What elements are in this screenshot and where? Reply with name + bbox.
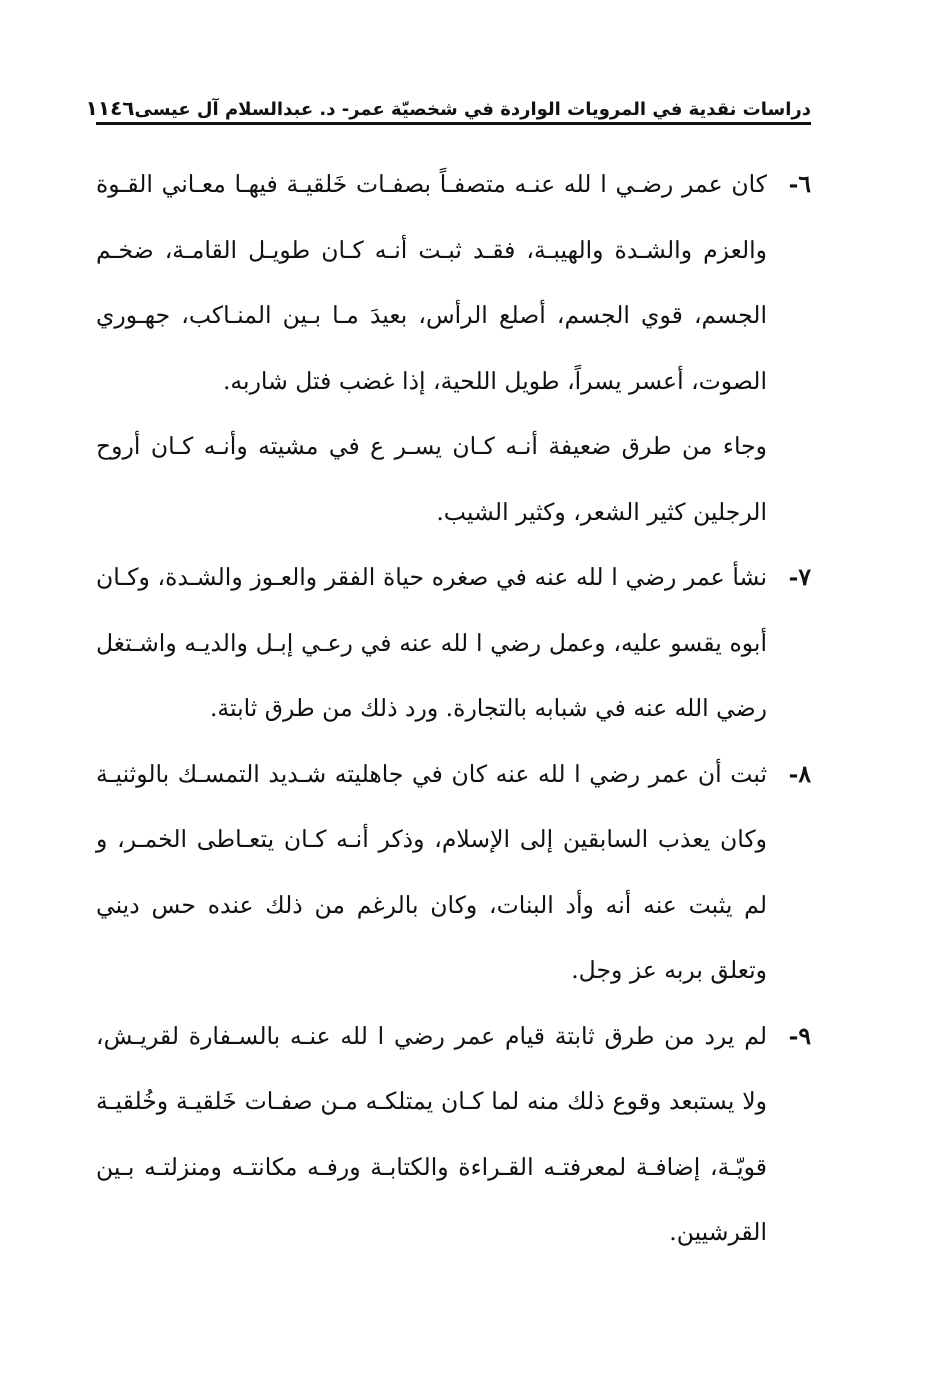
item-number: ٧- xyxy=(788,563,811,591)
item-number: ٩- xyxy=(788,1021,811,1050)
paragraph: وجاء من طرق ضعيفة أنـه كـان يسـر ع في مشيته وأنـه كـان أروح الرجلين كثير الشعر، وكثير الشيب. xyxy=(96,432,767,526)
list-item-8 xyxy=(96,742,811,1004)
item-number: ٨- xyxy=(788,759,811,788)
running-header xyxy=(85,86,811,120)
paragraph: ثبت أن عمر رضي ا لله عنه كان في جاهليته شـديد التمسـك بالوثنيـة وكان يعذب السابقين إلى الإسلام، وذكر أنـه كـان يتعـاطى الخمـر، و لم يثبت عنه أنه وأد البنات، وكان بالرغم من ذلك عنده حس ديني وتعلق بربه عز وجل. xyxy=(96,759,767,984)
header-title: دراسات نقدية في المرويات الواردة في شخصيّة عمر- د. عبدالسلام آل عيسى xyxy=(134,99,811,120)
list-item-9 xyxy=(96,1004,811,1266)
item-number: ٦- xyxy=(788,170,811,198)
header-rule xyxy=(96,122,811,125)
list-item-7 xyxy=(96,545,811,742)
paragraph: كان عمر رضـي ا لله عنـه متصفـاً بصفـات خَلقيـة فيهـا معـاني القـوة والعزم والشـدة والهيبـة، فقـد ثبـت أنـه كـان طويـل القامـة، ضخـم الجسم، قوي الجسم، أصلع الرأس، بعيدَ مـا بـين المنـاكب، جهـوري الصوت، أعسر يسراً، طويل اللحية، إذا غضب فتل شاربه. xyxy=(96,170,767,395)
paragraph: لم يرد من طرق ثابتة قيام عمر رضي ا لله عنـه بالسـفارة لقريـش، ولا يستبعد وقوع ذلك منه لما كـان يمتلكـه مـن صفـات خَلقيـة وخُلقيـة قويّـة، إضافـة لمعرفتـه القـراءة والكتابـة ورفـه مكانتـه ومنزلتـه بـين القرشيين. xyxy=(96,1021,767,1246)
page-number: ١١٤٦ xyxy=(85,96,135,120)
body-text xyxy=(96,152,811,1266)
list-item-6 xyxy=(96,152,811,545)
paragraph: نشأ عمر رضي ا لله عنه في صغره حياة الفقر والعـوز والشـدة، وكـان أبوه يقسو عليه، وعمل رضي ا لله عنه في رعـي إبـل والديـه واشـتغل رضي الله عنه في شبابه بالتجارة. ورد ذلك من طرق ثابتة. xyxy=(96,563,767,722)
